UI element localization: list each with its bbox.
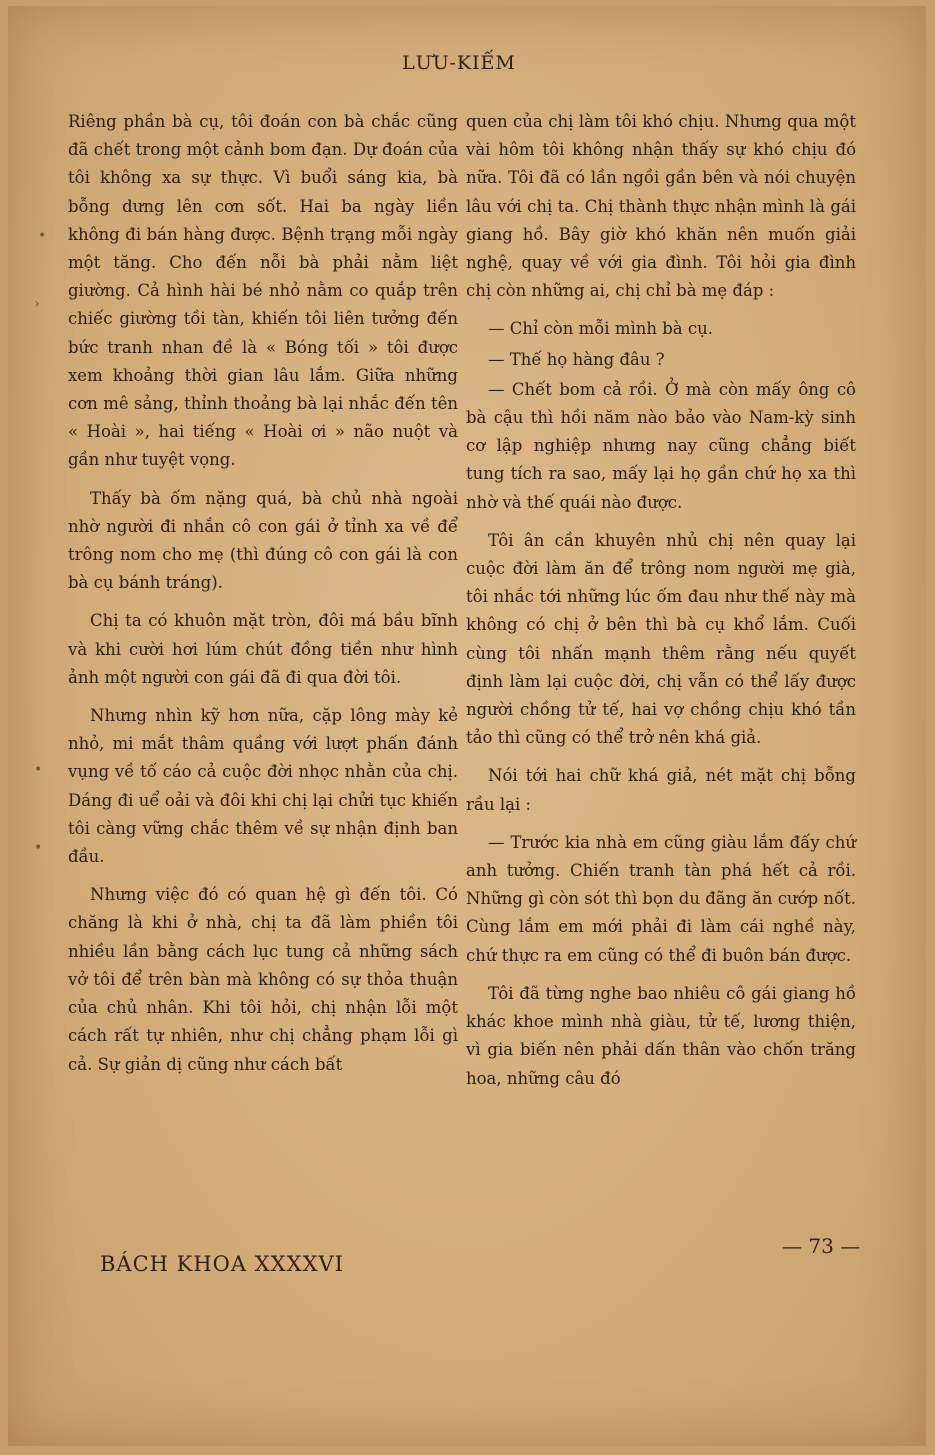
page-header-title: LƯU-KIẾM bbox=[402, 52, 516, 74]
paragraph: Chị ta có khuôn mặt tròn, đôi má bầu bĩnh và khi cười hơi lúm chút đồng tiền như hình ảnh một người con gái đã đi qua đời tôi. bbox=[68, 611, 458, 687]
paragraph: quen của chị làm tôi khó chịu. Nhưng qua một vài hôm tôi không nhận thấy sự khó chịu đó nữa. Tôi đã có lần ngồi gần bên và nói chuyện lâu với chị ta. Chị thành thực nhận mình là gái giang hồ. Bây giờ khó khăn nên muốn giải nghệ, quay về với gia đình. Tôi hỏi gia đình chị còn những ai, chị chỉ bà mẹ đáp : bbox=[466, 112, 856, 301]
paragraph: Nói tới hai chữ khá giả, nét mặt chị bỗng rầu lại : bbox=[466, 766, 856, 814]
paragraph: Riêng phần bà cụ, tôi đoán con bà chắc cũng đã chết trong một cảnh bom đạn. Dự đoán của tôi không xa sự thực. Vì buổi sáng kia, bà bỗng dưng lên cơn sốt. Hai ba ngày liền không đi bán hàng được. Bệnh trạng mỗi ngày một tăng. Cho đến nỗi bà phải nằm liệt giường. Cả hình hài bé nhỏ nằm co quắp trên chiếc giường tồi tàn, khiến tôi liên tưởng đến bức tranh nhan đề là « Bóng tối » tôi được xem khoảng thời gian lâu lắm. Giữa những cơn mê sảng, thỉnh thoảng bà lại nhắc đến tên « Hoài », hai tiếng « Hoài ơi » não nuột và gần như tuyệt vọng. bbox=[68, 112, 458, 470]
dialog-line: — Trước kia nhà em cũng giàu lắm đấy chứ anh tưởng. Chiến tranh tàn phá hết cả rồi. Những gì còn sót thì bọn du đãng ăn cướp nốt. Cùng lắm em mới phải đi làm cái nghề này, chứ thực ra em cũng có thể đi buôn bán được. bbox=[466, 832, 856, 965]
dialog-line: — Chỉ còn mỗi mình bà cụ. bbox=[488, 319, 714, 339]
dialog-line: — Chết bom cả rồi. Ở mà còn mấy ông cô bà cậu thì hồi năm nào bảo vào Nam-kỳ sinh cơ lập nghiệp nhưng nay cũng chẳng biết tung tích ra sao, mấy lại họ gần chứ họ xa thì nhờ và thế quái nào được. bbox=[466, 379, 856, 512]
paragraph: Thấy bà ốm nặng quá, bà chủ nhà ngoài nhờ người đi nhắn cô con gái ở tỉnh xa về để trông nom cho mẹ (thì đúng cô con gái là con bà cụ bánh tráng). bbox=[68, 488, 458, 593]
margin-mark: • bbox=[38, 228, 47, 244]
paragraph: Nhưng nhìn kỹ hơn nữa, cặp lông mày kẻ nhỏ, mi mắt thâm quầng với lượt phấn đánh vụng về tố cáo cả cuộc đời nhọc nhằn của chị. Dáng đi uể oải và đôi khi chị lại chửi tục khiến tôi càng vững chắc thêm về sự nhận định ban đầu. bbox=[68, 706, 458, 867]
right-column bbox=[466, 108, 856, 1103]
left-column bbox=[68, 108, 458, 1089]
margin-mark: › bbox=[34, 296, 40, 312]
paragraph: Tôi ân cần khuyên nhủ chị nên quay lại cuộc đời làm ăn để trông nom người mẹ già, tôi nhắc tới những lúc ốm đau như thế này mà không có chị ở bên thì bà cụ khổ lắm. Cuối cùng tôi nhấn mạnh thêm rằng nếu quyết định làm lại cuộc đời, chị vẫn có thể lấy được người chồng tử tế, hai vợ chồng chịu khó tần tảo thì cũng có thể trở nên khá giả. bbox=[466, 530, 856, 748]
publication-name: BÁCH KHOA XXXXVI bbox=[100, 1252, 344, 1276]
margin-mark: • bbox=[34, 762, 43, 778]
margin-mark: • bbox=[34, 840, 43, 856]
dialog-line: — Thế họ hàng đâu ? bbox=[488, 349, 665, 369]
paragraph: Nhưng việc đó có quan hệ gì đến tôi. Có chăng là khi ở nhà, chị ta đã làm phiền tôi nhiều lần bằng cách lục tung cả những sách vở tôi để trên bàn mà không có sự thỏa thuận của chủ nhân. Khi tôi hỏi, chị nhận lỗi một cách rất tự nhiên, như chị chẳng phạm lỗi gì cả. Sự giản dị cũng như cách bất bbox=[68, 885, 458, 1074]
page-number: — 73 — bbox=[782, 1234, 861, 1258]
paragraph: Tôi đã từng nghe bao nhiêu cô gái giang hồ khác khoe mình nhà giàu, tử tế, lương thiện, vì gia biến nên phải dấn thân vào chốn trăng hoa, những câu đó bbox=[466, 983, 856, 1088]
